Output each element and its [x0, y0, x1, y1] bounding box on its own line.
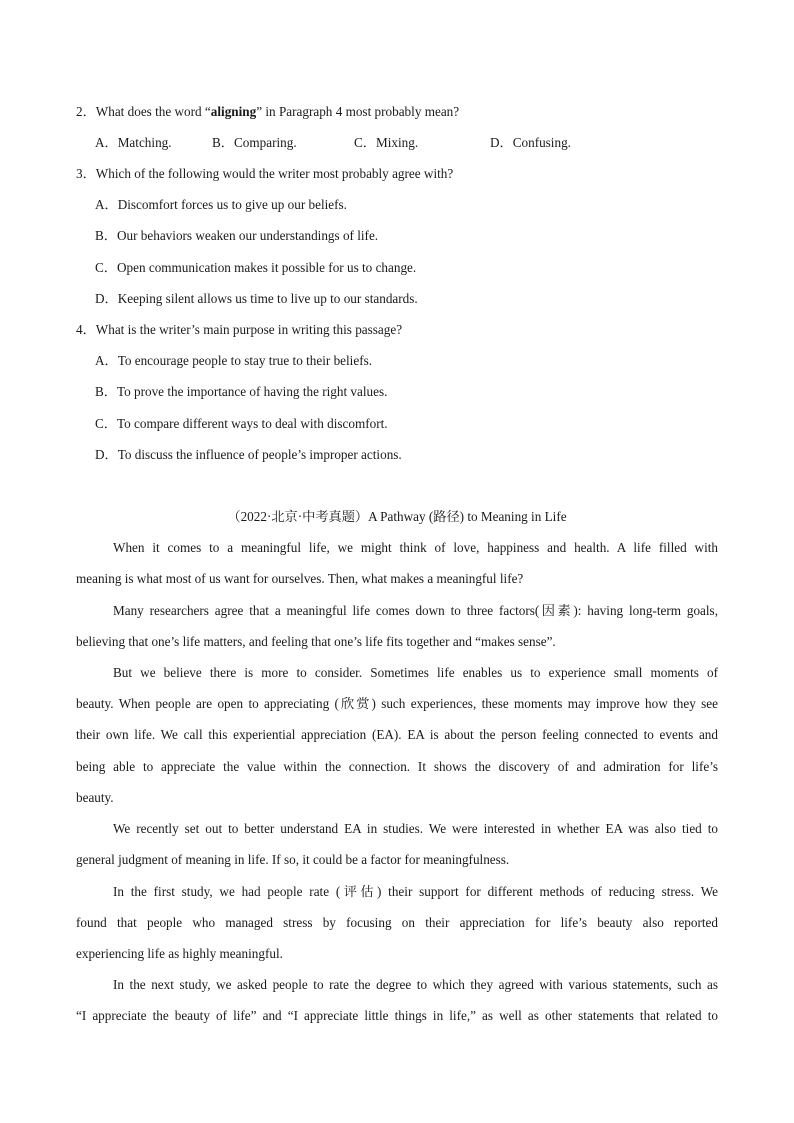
paragraph-line: being able to appreciate the value within the connection. It shows the discovery of and admiration for life’s	[76, 759, 718, 774]
question-2-option-d[interactable]: D．Confusing.	[490, 135, 571, 150]
paragraph-line: We recently set out to better understand EA in studies. We were interested in whether EA was also tied to	[113, 821, 718, 836]
paragraph-line: beauty.	[76, 790, 114, 805]
paragraph-line: found that people who managed stress by focusing on their appreciation for life’s beauty also reported	[76, 915, 718, 930]
question-2-option-b[interactable]: B．Comparing.	[212, 135, 297, 150]
paragraph-line: “I appreciate the beauty of life” and “I appreciate little things in life,” as well as other statements that related to	[76, 1008, 718, 1023]
passage-heading: （2022·北京·中考真题）A Pathway (路径) to Meaning in Life	[227, 509, 567, 524]
paragraph-line: In the first study, we had people rate (评估) their support for different methods of reducing stress. We	[113, 884, 718, 899]
question-3-option-d[interactable]: D．Keeping silent allows us time to live up to our standards.	[95, 291, 418, 306]
question-3-option-a[interactable]: A．Discomfort forces us to give up our beliefs.	[95, 197, 347, 212]
question-4-option-b[interactable]: B．To prove the importance of having the right values.	[95, 384, 388, 399]
question-4-stem: 4．What is the writer’s main purpose in writing this passage?	[76, 322, 403, 337]
paragraph-line: Many researchers agree that a meaningful life comes down to three factors(因素): having long-term goals,	[113, 603, 718, 618]
paragraph-line: In the next study, we asked people to rate the degree to which they agreed with various statements, such as	[113, 977, 718, 992]
paragraph-line: When it comes to a meaningful life, we might think of love, happiness and health. A life filled with	[113, 540, 718, 555]
paragraph-line: general judgment of meaning in life. If so, it could be a factor for meaningfulness.	[76, 852, 510, 867]
paragraph-line: beauty. When people are open to appreciating (欣赏) such experiences, these moments may improve how they see	[76, 696, 718, 711]
question-3-stem: 3．Which of the following would the writer most probably agree with?	[76, 166, 454, 181]
question-2-keyword: aligning	[210, 104, 257, 119]
question-2-stem-start: 2．What does the word “	[76, 104, 211, 119]
question-2-option-c[interactable]: C．Mixing.	[354, 135, 419, 150]
question-2-stem	[76, 104, 459, 120]
paragraph-line: But we believe there is more to consider. Sometimes life enables us to experience small moments of	[113, 665, 718, 680]
question-2-option-a[interactable]: A．Matching.	[95, 135, 172, 150]
paragraph-line: their own life. We call this experiential appreciation (EA). EA is about the person feeling connected to events and	[76, 727, 718, 742]
paragraph-line: meaning is what most of us want for ourselves. Then, what makes a meaningful life?	[76, 571, 524, 586]
question-4-option-d[interactable]: D．To discuss the influence of people’s improper actions.	[95, 447, 402, 462]
paragraph-line: believing that one’s life matters, and feeling that one’s life fits together and “makes sense”.	[76, 634, 556, 649]
question-4-option-c[interactable]: C．To compare different ways to deal with discomfort.	[95, 416, 388, 431]
paragraph-line: experiencing life as highly meaningful.	[76, 946, 283, 961]
question-3-option-b[interactable]: B．Our behaviors weaken our understandings of life.	[95, 228, 379, 243]
question-2-stem-end: ” in Paragraph 4 most probably mean?	[256, 104, 460, 119]
question-3-option-c[interactable]: C．Open communication makes it possible for us to change.	[95, 260, 417, 275]
question-4-option-a[interactable]: A．To encourage people to stay true to their beliefs.	[95, 353, 373, 368]
